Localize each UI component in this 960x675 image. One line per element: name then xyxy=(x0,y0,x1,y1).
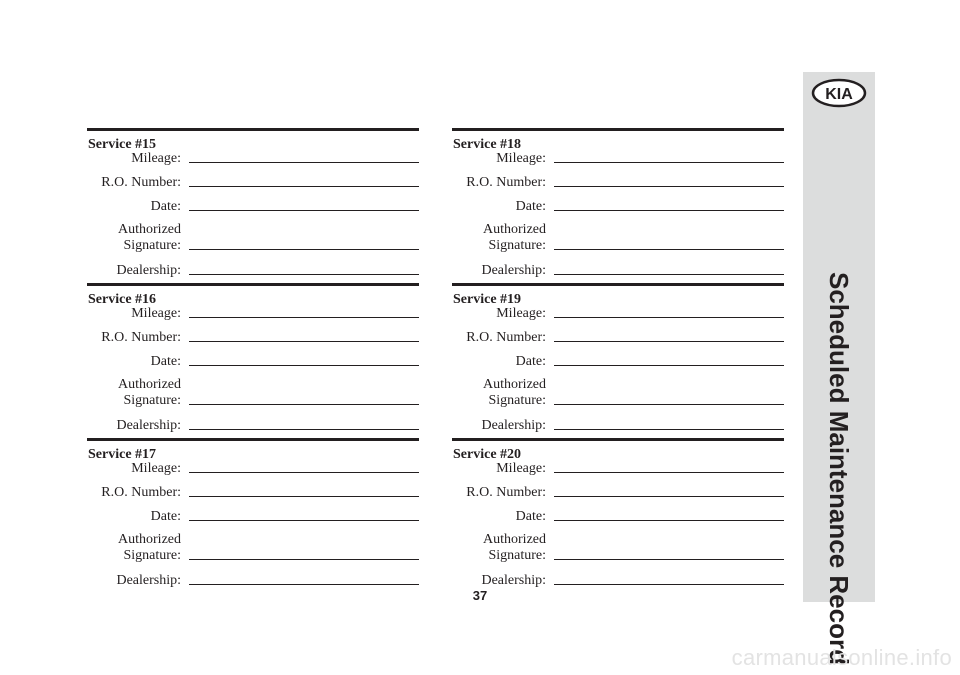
dealership-line xyxy=(189,274,419,275)
dealership-line xyxy=(554,274,784,275)
dealership-label: Dealership: xyxy=(116,418,181,433)
dealership-label: Dealership: xyxy=(116,573,181,588)
signature-label: Signature: xyxy=(488,238,546,253)
service-record-block xyxy=(452,128,784,280)
mileage-label: Mileage: xyxy=(496,461,546,476)
service-title: Service #16 xyxy=(88,292,157,307)
authorized-label: Authorized xyxy=(483,377,546,392)
dealership-label: Dealership: xyxy=(481,573,546,588)
service-title: Service #20 xyxy=(453,447,522,462)
mileage-label: Mileage: xyxy=(496,306,546,321)
signature-line xyxy=(554,559,784,560)
signature-label: Signature: xyxy=(488,548,546,563)
signature-line xyxy=(554,249,784,250)
mileage-label: Mileage: xyxy=(131,151,181,166)
page-number: 37 xyxy=(472,588,488,603)
date-label: Date: xyxy=(515,199,546,214)
kia-logo xyxy=(811,78,867,108)
date-label: Date: xyxy=(515,354,546,369)
date-line xyxy=(554,520,784,521)
service-title: Service #17 xyxy=(88,447,157,462)
ro-number-line xyxy=(189,496,419,497)
ro-number-label: R.O. Number: xyxy=(101,330,181,345)
date-label: Date: xyxy=(150,199,181,214)
ro-number-line xyxy=(189,186,419,187)
signature-label: Signature: xyxy=(123,393,181,408)
authorized-label: Authorized xyxy=(483,532,546,547)
mileage-label: Mileage: xyxy=(131,306,181,321)
service-record-block xyxy=(452,283,784,435)
mileage-label: Mileage: xyxy=(496,151,546,166)
date-label: Date: xyxy=(515,509,546,524)
dealership-line xyxy=(554,429,784,430)
dealership-line xyxy=(554,584,784,585)
signature-label: Signature: xyxy=(488,393,546,408)
mileage-label: Mileage: xyxy=(131,461,181,476)
date-line xyxy=(189,520,419,521)
signature-line xyxy=(189,249,419,250)
service-record-block xyxy=(452,438,784,590)
dealership-line xyxy=(189,429,419,430)
ro-number-line xyxy=(554,186,784,187)
right-column xyxy=(452,128,784,590)
ro-number-line xyxy=(554,341,784,342)
date-line xyxy=(189,365,419,366)
date-line xyxy=(189,210,419,211)
mileage-line xyxy=(554,472,784,473)
mileage-line xyxy=(554,317,784,318)
dealership-line xyxy=(189,584,419,585)
date-label: Date: xyxy=(150,509,181,524)
mileage-line xyxy=(189,162,419,163)
ro-number-label: R.O. Number: xyxy=(101,175,181,190)
ro-number-line xyxy=(189,341,419,342)
date-line xyxy=(554,210,784,211)
service-record-block xyxy=(87,438,419,590)
ro-number-label: R.O. Number: xyxy=(466,330,546,345)
signature-line xyxy=(554,404,784,405)
watermark: carmanualsonline.info xyxy=(731,645,952,670)
service-record-block xyxy=(87,128,419,280)
signature-label: Signature: xyxy=(123,548,181,563)
date-label: Date: xyxy=(150,354,181,369)
mileage-line xyxy=(189,472,419,473)
signature-line xyxy=(189,404,419,405)
service-record-block xyxy=(87,283,419,435)
service-title: Service #15 xyxy=(88,137,157,152)
authorized-label: Authorized xyxy=(483,222,546,237)
authorized-label: Authorized xyxy=(118,222,181,237)
authorized-label: Authorized xyxy=(118,532,181,547)
signature-line xyxy=(189,559,419,560)
signature-label: Signature: xyxy=(123,238,181,253)
kia-logo-text: KIA xyxy=(825,86,853,103)
dealership-label: Dealership: xyxy=(116,263,181,278)
ro-number-label: R.O. Number: xyxy=(101,485,181,500)
date-line xyxy=(554,365,784,366)
mileage-line xyxy=(189,317,419,318)
ro-number-line xyxy=(554,496,784,497)
service-title: Service #19 xyxy=(453,292,522,307)
service-title: Service #18 xyxy=(453,137,522,152)
side-title: Scheduled Maintenance Record xyxy=(824,272,854,665)
mileage-line xyxy=(554,162,784,163)
left-column xyxy=(87,128,419,590)
dealership-label: Dealership: xyxy=(481,263,546,278)
side-tab xyxy=(803,72,875,665)
authorized-label: Authorized xyxy=(118,377,181,392)
ro-number-label: R.O. Number: xyxy=(466,485,546,500)
ro-number-label: R.O. Number: xyxy=(466,175,546,190)
dealership-label: Dealership: xyxy=(481,418,546,433)
